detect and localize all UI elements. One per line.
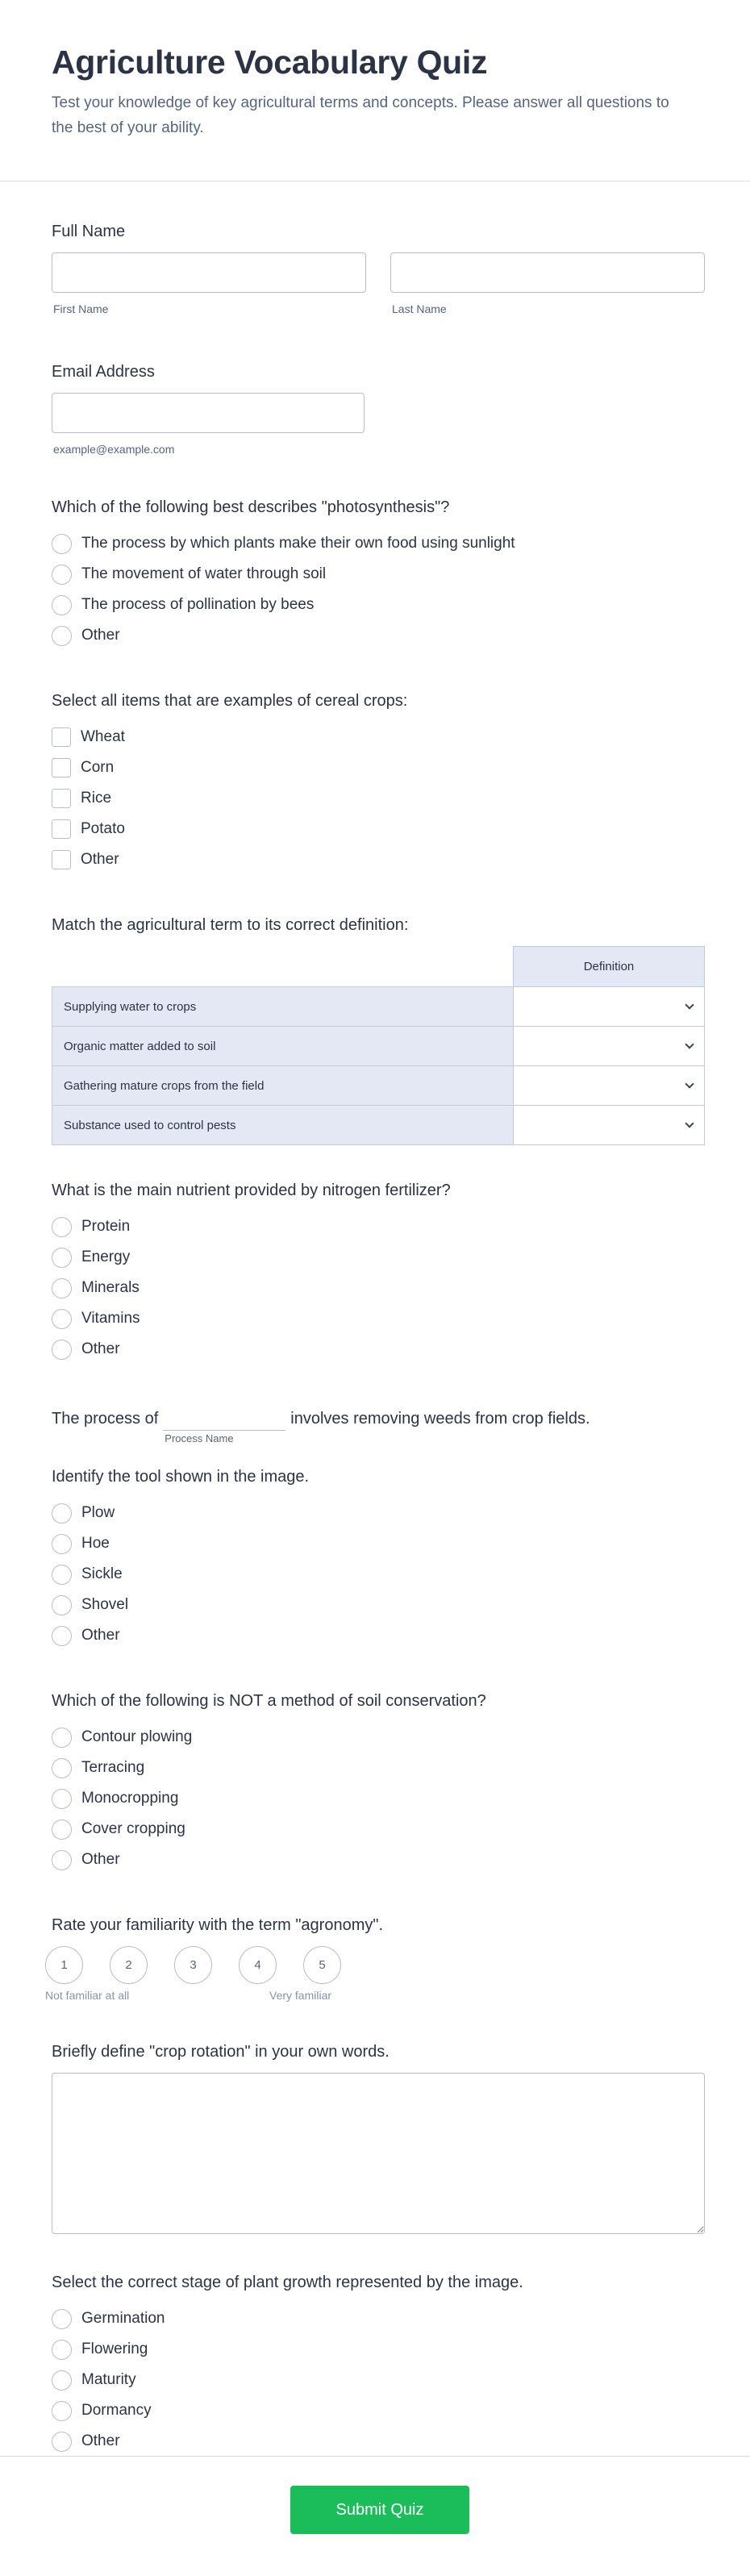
growth-option[interactable] xyxy=(52,2334,705,2365)
radio-button[interactable] xyxy=(52,1850,72,1870)
email-question xyxy=(52,361,705,456)
cereal-option[interactable] xyxy=(52,722,705,752)
matrix-row-label: Substance used to control pests xyxy=(52,1106,514,1145)
tool-option[interactable] xyxy=(52,1528,705,1559)
option-label: The process of pollination by bees xyxy=(81,596,315,613)
nitrogen-option[interactable] xyxy=(52,1211,705,1242)
last-name-input[interactable] xyxy=(390,252,705,293)
checkbox[interactable] xyxy=(52,758,71,777)
plant-growth-options xyxy=(52,2303,705,2457)
cereal-question xyxy=(52,690,705,875)
first-name-sublabel: First Name xyxy=(53,302,109,315)
familiarity-scale xyxy=(45,1946,705,1984)
nitrogen-label: What is the main nutrient provided by nitrogen fertilizer? xyxy=(52,1182,451,1199)
last-name-field-group xyxy=(390,252,705,315)
growth-option[interactable] xyxy=(52,2426,705,2457)
tool-option[interactable] xyxy=(52,1559,705,1590)
cereal-option[interactable] xyxy=(52,844,705,875)
radio-button[interactable] xyxy=(52,1309,72,1329)
form-footer xyxy=(0,2456,750,2576)
checkbox[interactable] xyxy=(52,850,71,869)
table-row xyxy=(52,1066,705,1106)
option-label: Dormancy xyxy=(81,2402,152,2419)
scale-option-5[interactable]: 5 xyxy=(303,1946,341,1984)
cereal-label: Select all items that are examples of cereal crops: xyxy=(52,692,408,710)
option-label: Germination xyxy=(81,2310,165,2327)
option-label: Other xyxy=(81,2432,120,2449)
matching-question xyxy=(52,914,705,1145)
soil-option[interactable] xyxy=(52,1783,705,1814)
radio-button[interactable] xyxy=(52,1728,72,1748)
submit-quiz-button[interactable]: Submit Quiz xyxy=(290,2486,469,2534)
tool-question xyxy=(52,1465,705,1651)
photosynthesis-option[interactable] xyxy=(52,590,705,620)
option-label: Plow xyxy=(81,1504,115,1521)
definition-dropdown[interactable] xyxy=(514,1066,705,1106)
soil-option[interactable] xyxy=(52,1814,705,1844)
agronomy-label: Rate your familiarity with the term "agronomy". xyxy=(52,1916,384,1934)
radio-button[interactable] xyxy=(52,1789,72,1809)
email-label: Email Address xyxy=(52,363,155,381)
crop-rotation-textarea[interactable] xyxy=(52,2073,705,2234)
definition-column-header: Definition xyxy=(514,947,705,987)
checkbox[interactable] xyxy=(52,727,71,747)
nitrogen-option[interactable] xyxy=(52,1242,705,1273)
scale-max-label: Very familiar xyxy=(269,1989,332,2002)
crop-rotation-question xyxy=(52,2040,705,2234)
cereal-options xyxy=(52,722,705,875)
soil-options xyxy=(52,1722,705,1875)
option-label: Minerals xyxy=(81,1279,140,1296)
option-label: Terracing xyxy=(81,1759,145,1776)
form-header xyxy=(0,0,750,181)
process-name-field xyxy=(163,1410,285,1444)
tool-option[interactable] xyxy=(52,1590,705,1620)
scale-option-1[interactable]: 1 xyxy=(45,1946,83,1984)
option-label: Maturity xyxy=(81,2371,136,2388)
nitrogen-option[interactable] xyxy=(52,1334,705,1365)
soil-option[interactable] xyxy=(52,1722,705,1753)
page-title: Agriculture Vocabulary Quiz xyxy=(52,44,488,81)
photosynthesis-question xyxy=(52,496,705,651)
option-label: Hoe xyxy=(81,1535,110,1552)
soil-option[interactable] xyxy=(52,1844,705,1875)
radio-button[interactable] xyxy=(52,2401,72,2421)
first-name-field-group xyxy=(52,252,366,315)
radio-button[interactable] xyxy=(52,1626,72,1646)
scale-option-2[interactable]: 2 xyxy=(110,1946,148,1984)
definition-dropdown[interactable] xyxy=(514,987,705,1027)
fill-text-before: The process of xyxy=(52,1410,159,1428)
option-label: The movement of water through soil xyxy=(81,565,327,582)
soil-question xyxy=(52,1690,705,1875)
photosynthesis-option[interactable] xyxy=(52,528,705,559)
option-label: Other xyxy=(81,1340,120,1357)
quiz-form xyxy=(0,220,750,2457)
radio-button[interactable] xyxy=(52,534,72,554)
checkbox[interactable] xyxy=(52,819,71,839)
tool-option[interactable] xyxy=(52,1620,705,1651)
option-label: Other xyxy=(81,851,119,868)
full-name-fields xyxy=(52,252,705,315)
radio-button[interactable] xyxy=(52,1217,72,1237)
table-row xyxy=(52,1027,705,1066)
option-label: Corn xyxy=(81,759,115,776)
page-description: Test your knowledge of key agricultural terms and concepts. Please answer all questions to the best of your ability. xyxy=(52,94,669,136)
option-label: Protein xyxy=(81,1218,131,1235)
radio-button[interactable] xyxy=(52,1534,72,1554)
growth-option[interactable] xyxy=(52,2303,705,2334)
nitrogen-question xyxy=(52,1179,705,1365)
first-name-input[interactable] xyxy=(52,252,366,293)
last-name-sublabel: Last Name xyxy=(392,302,447,315)
option-label: Other xyxy=(81,1851,120,1868)
option-label: Monocropping xyxy=(81,1790,179,1807)
option-label: Energy xyxy=(81,1248,131,1265)
photosynthesis-label: Which of the following best describes "photosynthesis"? xyxy=(52,498,450,516)
matrix-row-label: Gathering mature crops from the field xyxy=(52,1066,514,1106)
radio-button[interactable] xyxy=(52,595,72,615)
option-label: Shovel xyxy=(81,1596,129,1613)
checkbox[interactable] xyxy=(52,789,71,808)
matching-label: Match the agricultural term to its correct definition: xyxy=(52,916,409,934)
option-label: Other xyxy=(81,627,120,644)
definition-dropdown[interactable] xyxy=(514,1027,705,1066)
crop-rotation-label: Briefly define "crop rotation" in your own words. xyxy=(52,2043,390,2061)
radio-button[interactable] xyxy=(52,1278,72,1298)
option-label: Cover cropping xyxy=(81,1820,185,1837)
radio-button[interactable] xyxy=(52,1819,72,1840)
table-row xyxy=(52,987,705,1027)
chevron-down-icon xyxy=(685,1040,694,1048)
nitrogen-option[interactable] xyxy=(52,1303,705,1334)
radio-button[interactable] xyxy=(52,2432,72,2452)
radio-button[interactable] xyxy=(52,2370,72,2391)
soil-label: Which of the following is NOT a method of soil conservation? xyxy=(52,1692,486,1710)
matrix-corner xyxy=(52,947,514,987)
option-label: Flowering xyxy=(81,2340,148,2357)
radio-button[interactable] xyxy=(52,1565,72,1585)
radio-button[interactable] xyxy=(52,2340,72,2360)
radio-button[interactable] xyxy=(52,565,72,585)
cereal-option[interactable] xyxy=(52,752,705,783)
tool-label: Identify the tool shown in the image. xyxy=(52,1468,310,1486)
table-row xyxy=(52,1106,705,1145)
definition-dropdown[interactable] xyxy=(514,1106,705,1145)
process-name-input[interactable] xyxy=(163,1410,285,1431)
process-name-sublabel: Process Name xyxy=(165,1432,234,1444)
email-sublabel: example@example.com xyxy=(53,443,175,456)
matrix-row-label: Organic matter added to soil xyxy=(52,1027,514,1066)
growth-option[interactable] xyxy=(52,2365,705,2395)
cereal-option[interactable] xyxy=(52,783,705,814)
chevron-down-icon xyxy=(685,1079,694,1088)
agronomy-question xyxy=(45,1914,705,2008)
radio-button[interactable] xyxy=(52,626,72,646)
cereal-option[interactable] xyxy=(52,814,705,844)
radio-button[interactable] xyxy=(52,1340,72,1360)
fill-text-after: involves removing weeds from crop fields. xyxy=(290,1410,590,1428)
radio-button[interactable] xyxy=(52,1248,72,1268)
option-label: Potato xyxy=(81,820,125,837)
tool-options xyxy=(52,1498,705,1651)
plant-growth-question xyxy=(52,2271,705,2457)
radio-button[interactable] xyxy=(52,1595,72,1615)
matching-table xyxy=(52,946,705,1145)
photosynthesis-option[interactable] xyxy=(52,559,705,590)
fill-in-blank-question xyxy=(52,1410,705,1444)
photosynthesis-option[interactable] xyxy=(52,620,705,651)
tool-option[interactable] xyxy=(52,1498,705,1528)
plant-growth-label: Select the correct stage of plant growth represented by the image. xyxy=(52,2274,523,2291)
radio-button[interactable] xyxy=(52,1503,72,1524)
scale-option-4[interactable]: 4 xyxy=(239,1946,277,1984)
photosynthesis-options xyxy=(52,528,705,651)
nitrogen-options xyxy=(52,1211,705,1365)
full-name-question xyxy=(52,220,705,315)
option-label: Contour plowing xyxy=(81,1728,193,1745)
soil-option[interactable] xyxy=(52,1753,705,1783)
option-label: The process by which plants make their own food using sunlight xyxy=(81,535,515,552)
radio-button[interactable] xyxy=(52,1758,72,1778)
scale-labels xyxy=(45,1989,705,2008)
growth-option[interactable] xyxy=(52,2395,705,2426)
chevron-down-icon xyxy=(685,1000,694,1009)
option-label: Rice xyxy=(81,790,112,807)
chevron-down-icon xyxy=(685,1119,694,1128)
scale-option-3[interactable]: 3 xyxy=(174,1946,212,1984)
option-label: Wheat xyxy=(81,728,125,745)
full-name-label: Full Name xyxy=(52,223,126,240)
matrix-row-label: Supplying water to crops xyxy=(52,987,514,1027)
scale-min-label: Not familiar at all xyxy=(45,1989,130,2002)
option-label: Vitamins xyxy=(81,1310,140,1327)
option-label: Other xyxy=(81,1627,120,1644)
nitrogen-option[interactable] xyxy=(52,1273,705,1303)
radio-button[interactable] xyxy=(52,2309,72,2329)
option-label: Sickle xyxy=(81,1565,123,1582)
email-input[interactable] xyxy=(52,393,365,433)
